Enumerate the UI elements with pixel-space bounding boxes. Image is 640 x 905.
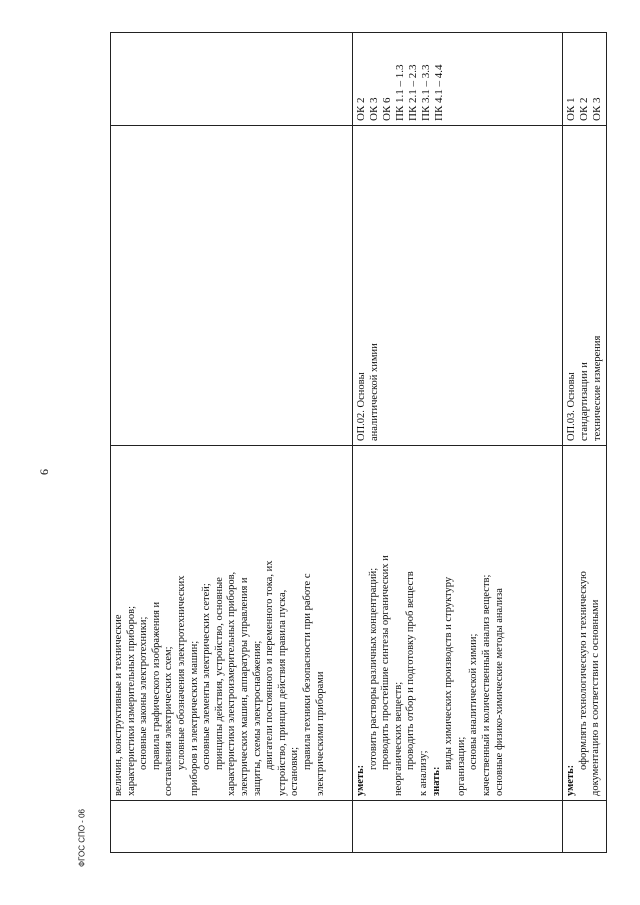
text-line: готовить растворы различных концентраций;	[367, 567, 379, 770]
text-line: качественный и количественный анализ веществ;	[480, 574, 492, 796]
text-line: виды химических производств и структуру	[443, 576, 455, 770]
text-line: устройство, принцип действия правила пуска,	[276, 589, 288, 796]
text-line: остановки;	[289, 746, 301, 796]
index-cell	[563, 801, 607, 853]
text-line: величин, конструктивные и технические	[113, 614, 124, 796]
cell-line: ОК 3	[368, 97, 380, 121]
requirements-cell	[353, 446, 563, 801]
text-line: проводить отбор и подготовку проб веществ	[405, 571, 417, 770]
text-line: характеристики измерительных приборов;	[125, 605, 137, 796]
text-line: приборов и электрических машин;	[188, 640, 200, 796]
cell-line: стандартизации и	[579, 362, 590, 441]
table-row	[111, 33, 353, 853]
competency-codes-cell	[563, 33, 607, 126]
cell-line: ПК 3.1 – 3.3	[420, 64, 432, 121]
rotated-table-wrapper	[110, 33, 603, 853]
section-heading: знать:	[430, 766, 442, 796]
text-line: документацию в соответствии с основными	[590, 599, 602, 796]
cell-line: ОК 1	[565, 97, 577, 121]
discipline-cell	[563, 126, 607, 446]
cell-line: ОК 2	[355, 97, 367, 121]
index-cell	[353, 801, 563, 853]
section-heading: уметь:	[565, 764, 576, 796]
text-line: проводить простейшие синтезы органических и	[380, 555, 392, 770]
footer-code: ФГОС СПО - 06	[77, 809, 87, 867]
text-line: электрическими приборами	[314, 671, 326, 796]
text-line: условные обозначения электротехнических	[175, 575, 187, 770]
text-line: правила графического изображения и	[150, 601, 162, 770]
cell-line: ПК 4.1 – 4.4	[433, 64, 445, 121]
text-line: составления электрических схем;	[163, 646, 175, 796]
text-line: неорганических веществ;	[392, 681, 404, 796]
cell-line: ОК 6	[381, 97, 393, 121]
cell-line: ОП.03. Основы	[566, 372, 577, 441]
text-line: характеристики электроизмерительных приборов,	[226, 571, 238, 796]
cell-line: ПК 1.1 – 1.3	[394, 64, 406, 121]
index-cell	[111, 801, 353, 853]
text-line: основы аналитической химии;	[468, 633, 480, 770]
competency-table	[110, 32, 607, 853]
cell-line: ОК 3	[591, 97, 603, 121]
cell-line: технические измерения	[592, 335, 603, 441]
table-row	[563, 33, 607, 853]
discipline-cell	[111, 126, 353, 446]
cell-line: ПК 2.1 – 2.3	[407, 64, 419, 121]
page-number: 9	[37, 469, 52, 475]
text-line: правила техники безопасности при работе с	[301, 573, 313, 770]
discipline-cell	[353, 126, 563, 446]
text-line: организации;	[455, 736, 467, 796]
text-line: оформлять технологическую и техническую	[577, 571, 589, 770]
cell-line: аналитической химии	[369, 343, 380, 441]
table-row	[353, 33, 563, 853]
requirements-cell	[111, 446, 353, 801]
text-line: к анализу;	[417, 750, 429, 796]
text-line: основные законы электротехники;	[138, 616, 150, 770]
cell-line: ОП.02. Основы	[356, 372, 367, 441]
text-line: основные физико-химические методы анализа	[493, 588, 505, 796]
text-line: принципы действия, устройство, основные	[213, 577, 225, 770]
requirements-cell	[563, 446, 607, 801]
section-heading: уметь:	[355, 764, 366, 796]
text-line: электрических машин, аппаратуры управления и	[238, 577, 250, 796]
competency-codes-cell	[353, 33, 563, 126]
text-line: двигатели постоянного и переменного тока, их	[264, 560, 276, 770]
cell-line: ОК 2	[578, 97, 590, 121]
competency-codes-cell	[111, 33, 353, 126]
text-line: защиты, схемы электроснабжения;	[251, 640, 263, 796]
text-line: основные элементы электрических сетей;	[201, 583, 213, 770]
